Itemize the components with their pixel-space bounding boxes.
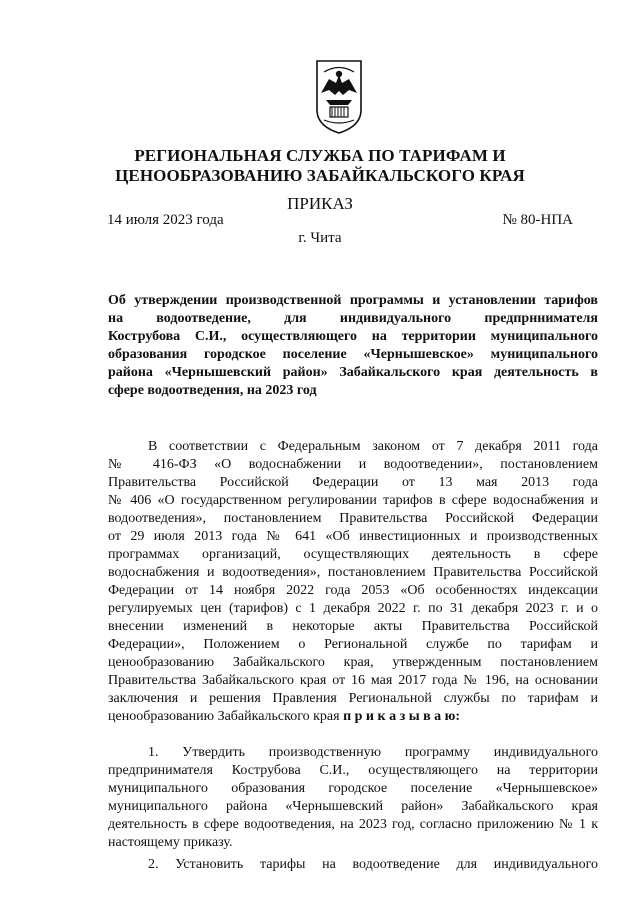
preamble-line: № 406 «О государственном регулировании тарифов в сфере водоснабжения и (108, 493, 598, 508)
preamble-line: Правительства Забайкальского края от 16 мая 2017 года № 196, на основании (108, 673, 598, 688)
preamble-line: В соответствии с Федеральным законом от 7 декабря 2011 года (148, 439, 598, 454)
preamble-line: № 416-ФЗ «О водоснабжении и водоотведении», постановлением (108, 457, 598, 472)
preamble-line: регулируемых цен (тарифов) с 1 декабря 2022 г. по 31 декабря 2023 г. и о (108, 601, 598, 616)
title-line: сфере водоотведения, на 2023 год (108, 383, 317, 398)
title-line: Об утверждении производственной программы и установлении тарифов (108, 293, 598, 308)
preamble-line: Федерации от 14 ноября 2022 года 2053 «Об особенностях индексации (108, 583, 598, 598)
preamble-line: водоснабжения и водоотведения», постановлением Правительства Российской (108, 565, 598, 580)
title-line: на водоотведение, для индивидуального предпрннимателя (108, 311, 598, 326)
doc-type: ПРИКАЗ (287, 194, 353, 213)
doc-city: г. Чита (298, 230, 342, 246)
preamble-final-line (108, 708, 598, 726)
preamble-line: ценообразованию Забайкальского края, утвержденным постановлением (108, 655, 598, 670)
preamble-line: Федерации», Положением о Региональной службе по тарифам и (108, 637, 598, 652)
order-word: п р и к а з ы в а ю: (343, 709, 461, 724)
doc-date: 14 июля 2023 года (107, 212, 224, 228)
preamble-line: от 29 июля 2013 года № 641 «Об инвестиционных и производственных (108, 529, 598, 544)
coat-of-arms-emblem (316, 60, 362, 134)
preamble-line: внесении изменений в некоторые акты Правительства Российской (108, 619, 598, 634)
title-line: образования городское поселение «Чернышевское» муниципального (108, 347, 598, 362)
title-line: района «Чернышевский район» Забайкальского края деятельность в (108, 365, 598, 380)
item-1-line: настоящему приказу. (108, 835, 233, 850)
preamble-line: программах организаций, осуществляющих деятельность в сфере (108, 547, 598, 562)
item-1-line: предпринимателя Кострубова С.И., осуществляющего на территории (108, 763, 598, 778)
doc-number: № 80-НПА (502, 212, 573, 228)
preamble-line: заключения и решения Правления Региональной службы по тарифам и (108, 691, 598, 706)
title-line: Кострубова С.И., осуществляющего на территории муниципального (108, 329, 598, 344)
preamble-final-text: ценообразованию Забайкальского края (108, 709, 340, 724)
item-1-line: 1. Утвердить производственную программу индивидуального (148, 745, 598, 760)
preamble-line: водоотведения», постановлением Правительства Российской Федерации (108, 511, 598, 526)
preamble-line: Правительства Российской Федерации от 13 мая 2013 года (108, 475, 598, 490)
item-1-line: муниципального района «Чернышевский район» Забайкальского края (108, 799, 598, 814)
item-1-line: деятельность в сфере водоотведения, на 2023 год, согласно приложению № 1 к (108, 817, 598, 832)
org-title-line-2: ЦЕНООБРАЗОВАНИЮ ЗАБАЙКАЛЬСКОГО КРАЯ (115, 166, 525, 185)
org-title-line-1: РЕГИОНАЛЬНАЯ СЛУЖБА ПО ТАРИФАМ И (134, 146, 506, 165)
item-2-line: 2. Установить тарифы на водоотведение для индивидуального (148, 857, 598, 872)
item-1-line: муниципального образования городское поселение «Чернышевское» (108, 781, 598, 796)
